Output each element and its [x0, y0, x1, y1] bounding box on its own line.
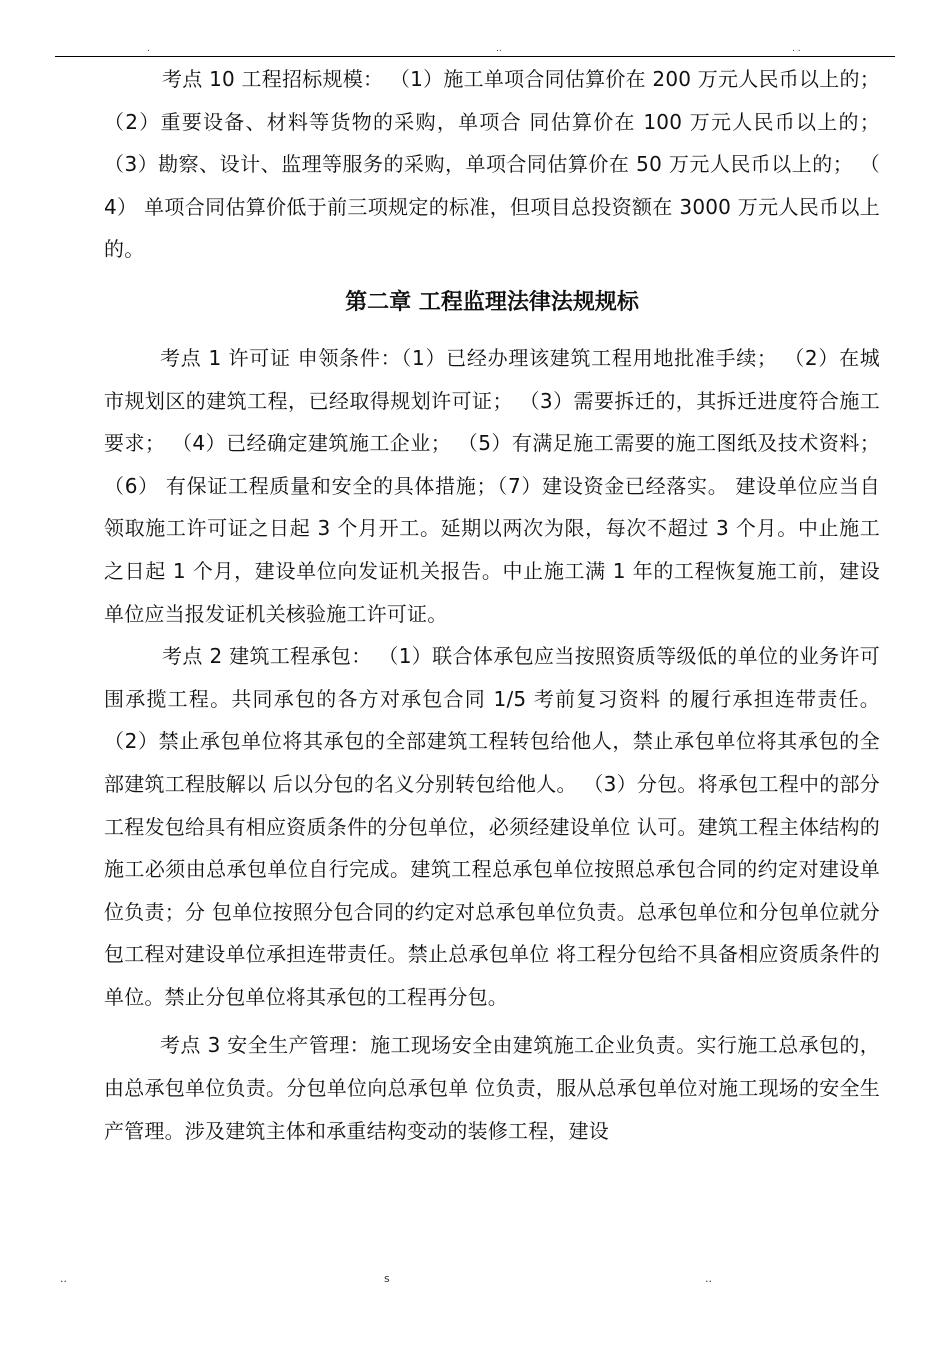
header-dots-left: .	[147, 44, 150, 54]
header-dots-right: . .	[792, 44, 801, 54]
paragraph-bidding-scale: 考点 10 工程招标规模： （1）施工单项合同估算价在 200 万元人民币以上的； （2）重要设备、材料等货物的采购，单项合 同估算价在 100 万元人民币以上的； （3）勘察、设计、监理等服务的采购，单项合同估算价在 50 万元人民币以上的； （ 4） 单项合同估算价低于前三项规定的标准，但项目总投资额在 3000 万元人民币以上的。	[104, 67, 880, 262]
footer-dots-right: ..	[705, 1272, 712, 1285]
paragraph-safety: 考点 3 安全生产管理：施工现场安全由建筑施工企业负责。实行施工总承包的，由总承包单位负责。分包单位向总承包单 位负责，服从总承包单位对施工现场的安全生产管理。涉及建筑主体和承重结构变动的装修工程，建设	[104, 1033, 880, 1143]
document-body	[104, 58, 880, 1152]
chapter-heading: 第二章 工程监理法律法规规标	[345, 289, 639, 315]
footer-page-marker: s	[384, 1272, 390, 1285]
footer-dots-left: ..	[60, 1272, 67, 1285]
paragraph-contracting: 考点 2 建筑工程承包： （1）联合体承包应当按照资质等级低的单位的业务许可围承揽工程。共同承包的各方对承包合同 1/5 考前复习资料 的履行承担连带责任。 （2）禁止承包单位将其承包的全部建筑工程转包给他人，禁止承包单位将其承包的全部建筑工程肢解以 后以分包的名义分别转包给他人。 （3）分包。将承包工程中的部分工程发包给具有相应资质条件的分包单位，必须经建设单位 认可。建筑工程主体结构的施工必须由总承包单位自行完成。建筑工程总承包单位按照总承包合同的约定对建设单位负责；分 包单位按照分包合同的约定对总承包单位负责。总承包单位和分包单位就分包工程对建设单位承担连带责任。禁止总承包单位 将工程分包给不具备相应资质条件的单位。禁止分包单位将其承包的工程再分包。	[104, 644, 880, 1009]
header-rule	[55, 56, 895, 57]
header-dots-center: ..	[496, 44, 502, 54]
paragraph-permit: 考点 1 许可证 申领条件：（1）已经办理该建筑工程用地批准手续； （2）在城市规划区的建筑工程，已经取得规划许可证； （3）需要拆迁的，其拆迁进度符合施工要求； （4）已经确定建筑施工企业； （5）有满足施工需要的施工图纸及技术资料； （6） 有保证工程质量和安全的具体措施；（7）建设资金已经落实。 建设单位应当自领取施工许可证之日起 3 个月开工。延期以两次为限，每次不超过 3 个月。中止施工之日起 1 个月，建设单位向发证机关报告。中止施工满 1 年的工程恢复施工前，建设单位应当报发证机关核验施工许可证。	[104, 345, 880, 626]
